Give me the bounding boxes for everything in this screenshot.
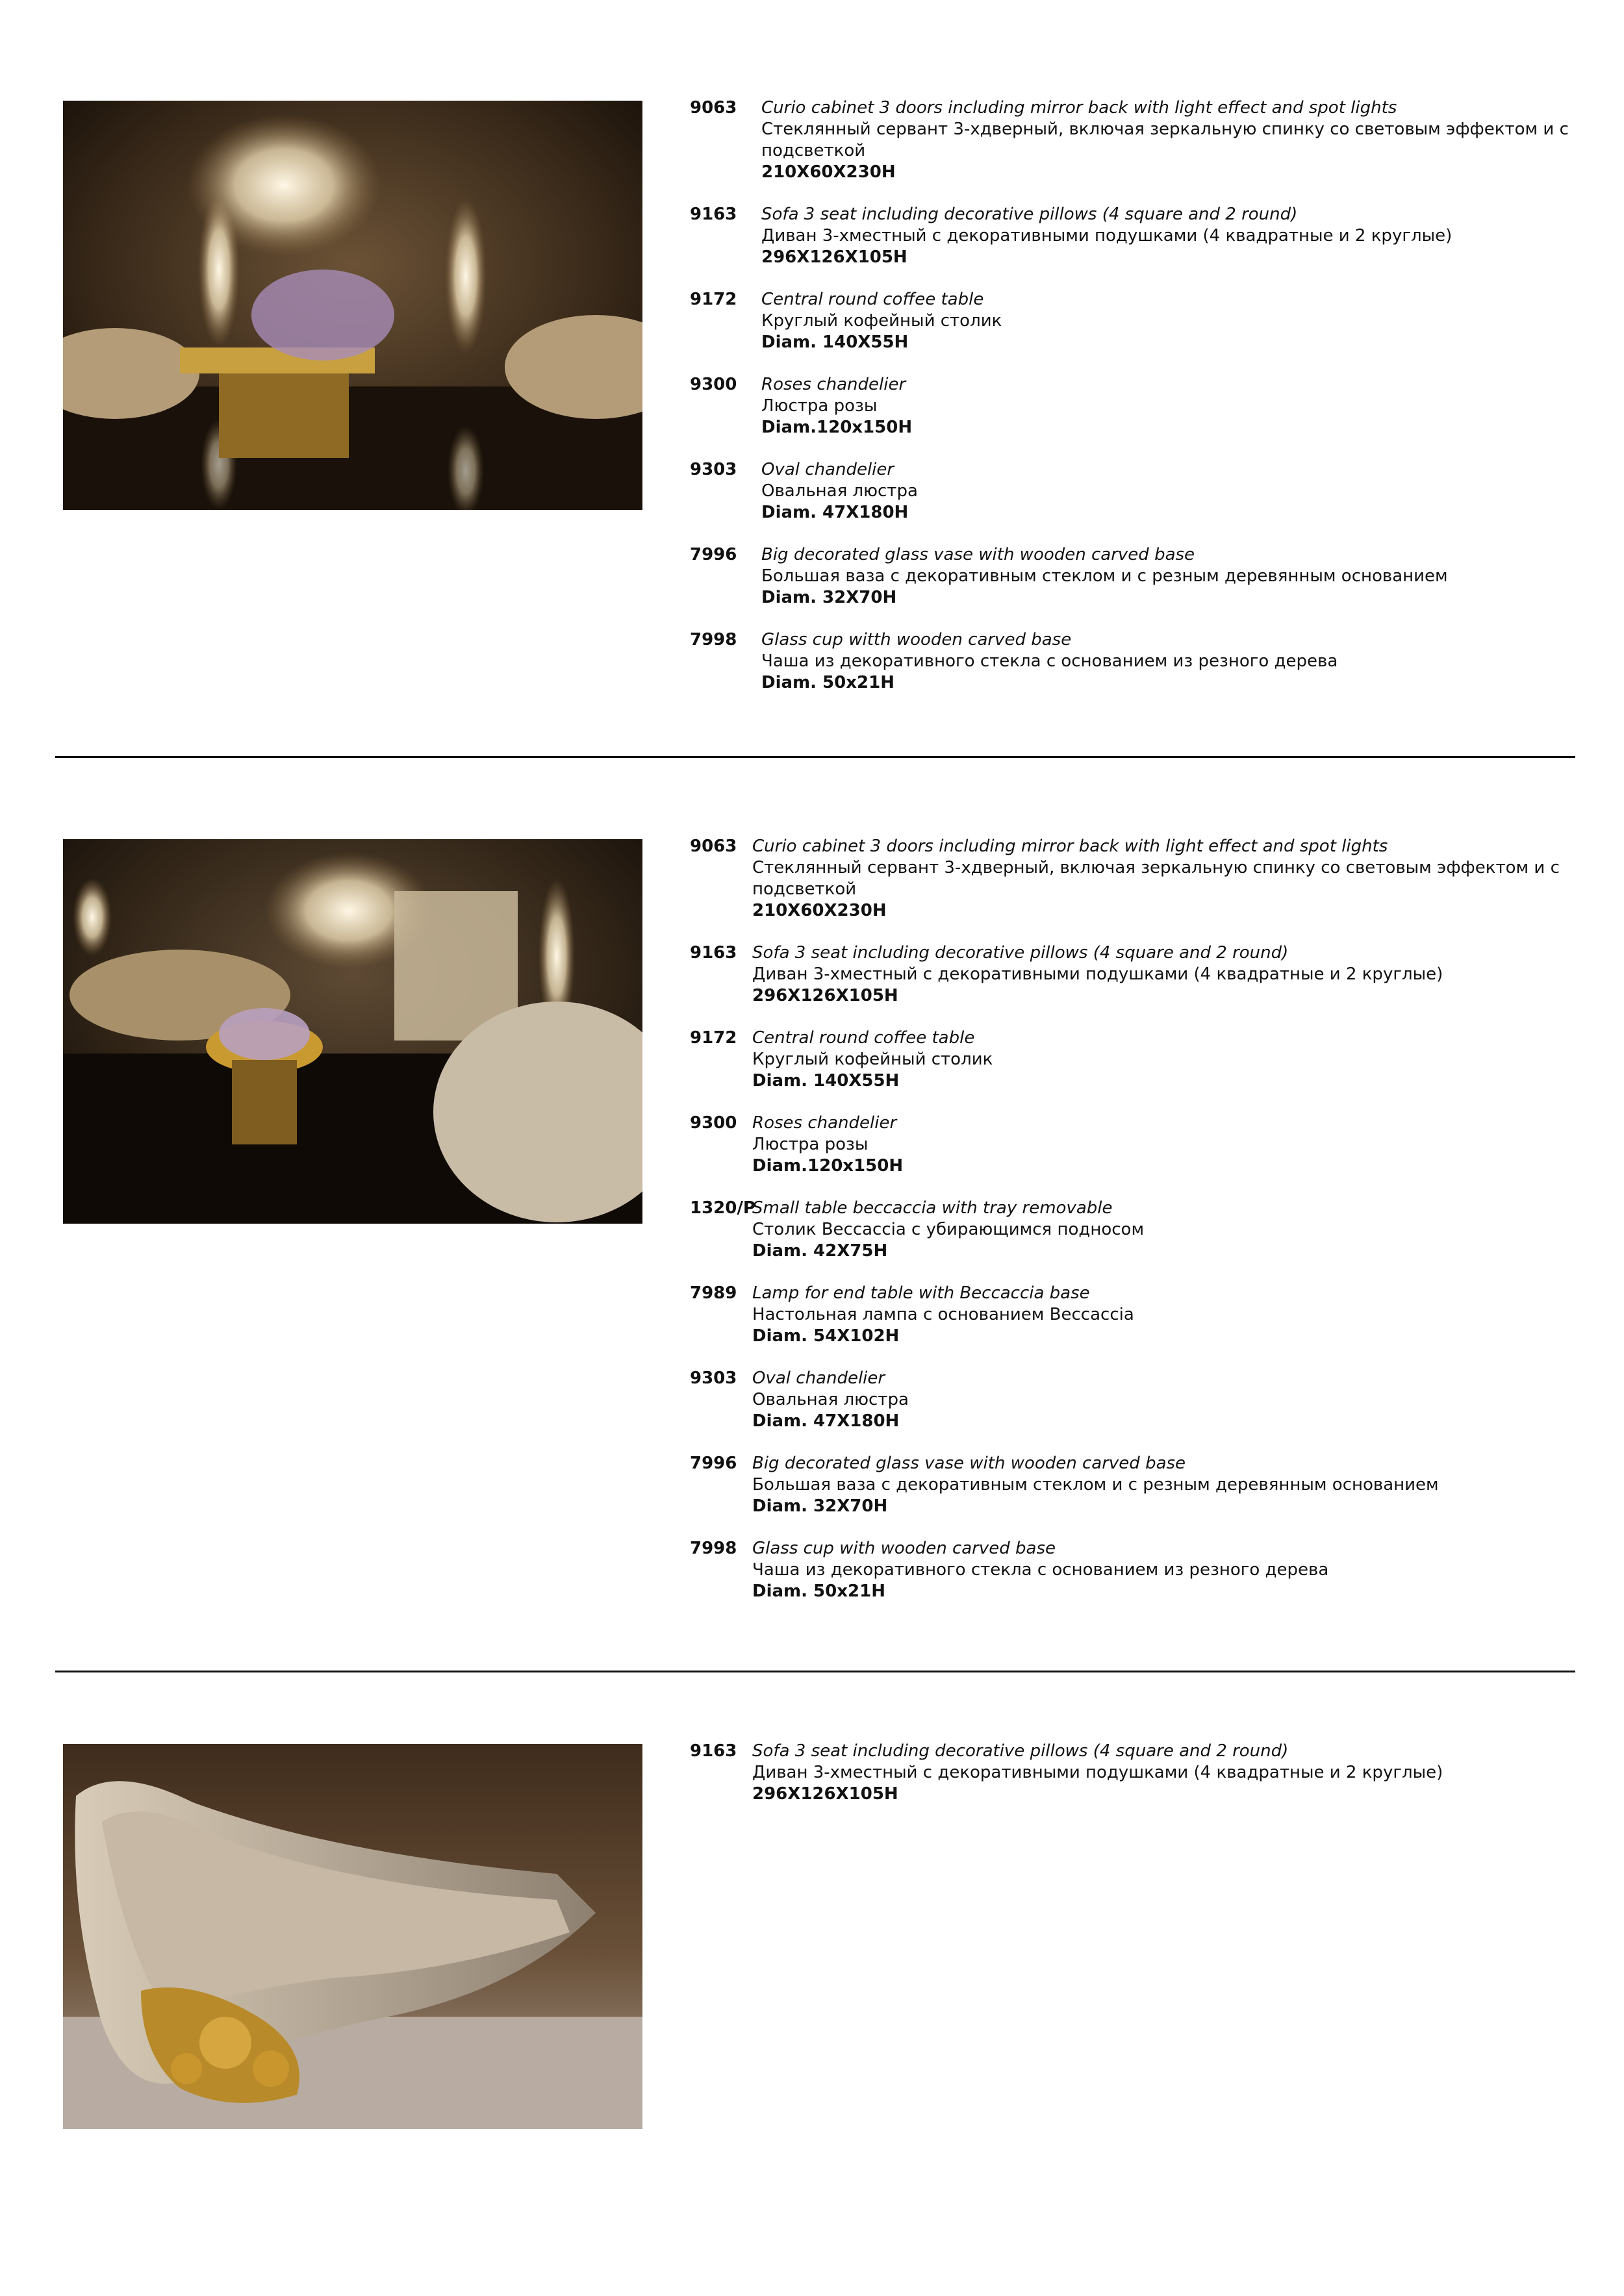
- item-name-ru: Круглый кофейный столик: [752, 1050, 993, 1069]
- item-dimensions: Diam. 50x21H: [761, 673, 894, 692]
- item-name-en: Lamp for end table with Beccaccia base: [752, 1283, 1090, 1303]
- section-divider: [55, 1671, 1575, 1672]
- list-item: [690, 544, 1586, 629]
- item-dimensions: Diam. 140X55H: [761, 333, 909, 352]
- item-code: 7989: [690, 1283, 737, 1303]
- item-name-en: Curio cabinet 3 doors including mirror back with light effect and spot lights: [752, 837, 1388, 856]
- item-code: 7998: [690, 630, 737, 650]
- item-code: 7998: [690, 1539, 737, 1558]
- item-code: 1320/P: [690, 1198, 755, 1218]
- list-item: [690, 459, 1586, 544]
- photo-living-room-chandelier: [63, 101, 642, 510]
- list-item: [690, 97, 1586, 204]
- item-code: 7996: [690, 545, 737, 564]
- item-name-en: Roses chandelier: [752, 1113, 897, 1133]
- item-code: 9303: [690, 460, 737, 479]
- list-item: [690, 1741, 1586, 1806]
- item-list-2: [690, 836, 1586, 1603]
- item-name-en: Big decorated glass vase with wooden carved base: [761, 545, 1195, 564]
- item-name-en: Oval chandelier: [752, 1369, 885, 1388]
- item-code: 9172: [690, 290, 737, 309]
- item-dimensions: Diam. 140X55H: [752, 1071, 900, 1091]
- item-dimensions: 296X126X105H: [752, 986, 898, 1005]
- item-code: 9063: [690, 98, 737, 118]
- list-item: [690, 204, 1586, 289]
- list-item: [690, 1028, 1586, 1113]
- item-name-en: Glass cup with wooden carved base: [752, 1539, 1056, 1558]
- item-dimensions: Diam. 32X70H: [752, 1496, 888, 1516]
- item-list-3: [690, 1741, 1586, 1806]
- list-item: [690, 942, 1586, 1028]
- item-name-en: Sofa 3 seat including decorative pillows (4 square and 2 round): [752, 1741, 1289, 1761]
- item-code: 9063: [690, 837, 737, 856]
- list-item: [690, 1538, 1586, 1603]
- item-name-en: Central round coffee table: [761, 290, 984, 309]
- list-item: [690, 1453, 1586, 1538]
- item-name-ru: Люстра розы: [761, 396, 878, 416]
- item-name-ru: Стеклянный сервант 3-хдверный, включая зеркальную спинку со световым эффектом и с подсветкой: [752, 858, 1560, 899]
- item-dimensions: 296X126X105H: [752, 1784, 898, 1804]
- item-list-1: [690, 97, 1586, 694]
- item-name-ru: Диван 3-хместный с декоративными подушками (4 квадратные и 2 круглые): [752, 1763, 1443, 1782]
- item-dimensions: 210X60X230H: [761, 162, 896, 182]
- item-name-ru: Диван 3-хместный с декоративными подушками (4 квадратные и 2 круглые): [752, 965, 1443, 984]
- item-name-ru: Люстра розы: [752, 1135, 869, 1154]
- item-name-en: Small table beccaccia with tray removable: [752, 1198, 1113, 1218]
- item-dimensions: Diam. 47X180H: [752, 1411, 900, 1431]
- item-name-en: Curio cabinet 3 doors including mirror back with light effect and spot lights: [761, 98, 1397, 118]
- item-code: 9300: [690, 375, 737, 394]
- list-item: [690, 629, 1586, 694]
- section-divider: [55, 756, 1575, 758]
- item-name-en: Glass cup witth wooden carved base: [761, 630, 1072, 650]
- list-item: [690, 1198, 1586, 1283]
- item-name-ru: Овальная люстра: [761, 481, 918, 501]
- item-dimensions: Diam. 54X102H: [752, 1326, 900, 1346]
- list-item: [690, 836, 1586, 942]
- item-dimensions: Diam. 42X75H: [752, 1241, 888, 1261]
- item-dimensions: 210X60X230H: [752, 901, 887, 920]
- list-item: [690, 289, 1586, 374]
- item-name-ru: Столик Beccaccia с убирающимся подносом: [752, 1220, 1145, 1239]
- item-name-ru: Чаша из декоративного стекла с основанием из резного дерева: [761, 651, 1338, 671]
- item-name-ru: Стеклянный сервант 3-хдверный, включая зеркальную спинку со световым эффектом и с подсветкой: [761, 120, 1569, 160]
- item-name-ru: Настольная лампа с основанием Beccaccia: [752, 1305, 1134, 1324]
- item-code: 9300: [690, 1113, 737, 1133]
- item-dimensions: Diam. 32X70H: [761, 588, 897, 607]
- item-name-ru: Чаша из декоративного стекла с основанием из резного дерева: [752, 1560, 1329, 1580]
- item-dimensions: Diam.120x150H: [761, 418, 913, 437]
- item-dimensions: Diam. 50x21H: [752, 1582, 885, 1601]
- item-name-en: Central round coffee table: [752, 1028, 975, 1048]
- item-code: 9163: [690, 1741, 737, 1761]
- item-name-ru: Овальная люстра: [752, 1390, 909, 1409]
- item-name-en: Sofa 3 seat including decorative pillows (4 square and 2 round): [752, 943, 1289, 963]
- item-dimensions: Diam. 47X180H: [761, 503, 909, 522]
- item-code: 7996: [690, 1454, 737, 1473]
- photo-sofa-closeup: [63, 1744, 642, 2129]
- item-name-ru: Большая ваза с декоративным стеклом и с резным деревянным основанием: [752, 1475, 1439, 1495]
- list-item: [690, 1113, 1586, 1198]
- item-name-en: Oval chandelier: [761, 460, 894, 479]
- item-code: 9163: [690, 943, 737, 963]
- item-code: 9163: [690, 205, 737, 224]
- item-code: 9172: [690, 1028, 737, 1048]
- item-name-en: Big decorated glass vase with wooden carved base: [752, 1454, 1186, 1473]
- item-name-en: Roses chandelier: [761, 375, 906, 394]
- list-item: [690, 1283, 1586, 1368]
- item-name-ru: Круглый кофейный столик: [761, 311, 1002, 331]
- item-name-ru: Диван 3-хместный с декоративными подушками (4 квадратные и 2 круглые): [761, 226, 1453, 246]
- item-name-en: Sofa 3 seat including decorative pillows (4 square and 2 round): [761, 205, 1298, 224]
- item-name-ru: Большая ваза с декоративным стеклом и с резным деревянным основанием: [761, 566, 1448, 586]
- list-item: [690, 1368, 1586, 1453]
- item-code: 9303: [690, 1369, 737, 1388]
- item-dimensions: Diam.120x150H: [752, 1156, 904, 1176]
- list-item: [690, 374, 1586, 459]
- item-dimensions: 296X126X105H: [761, 247, 907, 267]
- photo-living-room-sofa-table: [63, 839, 642, 1224]
